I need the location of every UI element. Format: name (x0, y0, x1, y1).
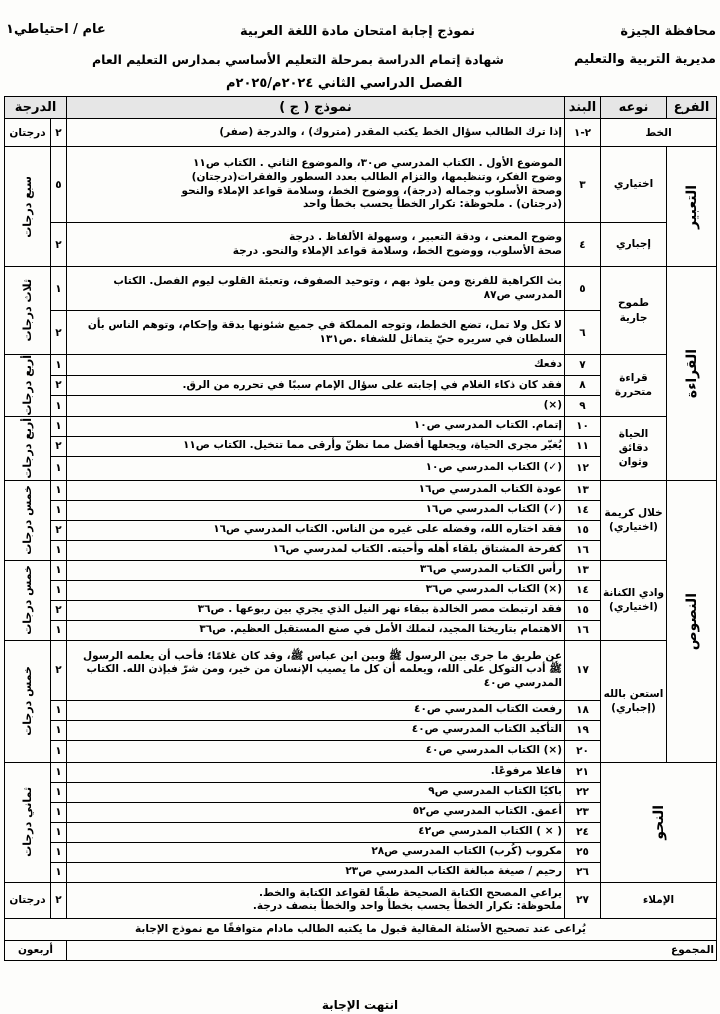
end-note: انتهت الإجابة (321, 998, 399, 1012)
answer-text: لا تكل ولا تمل، تضع الخطط، وتوجه المملكة في جميع شئونها بدقة وإحكام، وتوهم الناس بأن السلطان في سريره حيّ يتماثل للشفاء .ص١٣١ (67, 311, 565, 355)
item-num: ٩ (565, 396, 601, 417)
table-row (5, 882, 717, 918)
answer-text: فقد اختاره الله، وفضله على غيره من الناس. الكتاب المدرسي ص١٦ (67, 520, 565, 540)
table-row (5, 480, 717, 500)
section-total-label: ثماني درجات (21, 787, 34, 858)
item-grade: ١ (51, 802, 67, 822)
branch-label: القراءة (683, 348, 700, 398)
sum-label: المجموع (67, 940, 717, 960)
term-label: الفصل الدراسي الثاني ٢٠٢٤م/٢٠٢٥م (226, 76, 463, 91)
exam-header (0, 0, 720, 96)
branch-taabir (667, 147, 717, 267)
item-grade: ٢ (51, 375, 67, 396)
type-label: اختياري (601, 147, 667, 223)
item-num: ١١ (565, 436, 601, 456)
col-item: البند (565, 97, 601, 119)
grading-note: يُراعى عند تصحيح الأسئلة المقالية قبول ما يكتبه الطالب مادام متوافقًا مع نموذج الإجابة (5, 918, 717, 940)
governorate-label: محافظة الجيزة (620, 24, 716, 39)
answer-text: باكيًا الكتاب المدرسي ص٩ (67, 782, 565, 802)
item-num: ٢٠ (565, 740, 601, 762)
item-num: ١٢ (565, 456, 601, 480)
section-total (5, 762, 51, 882)
answer-text: وضوح المعنى ، ودقة التعبير ، وسهولة الألفاظ . درجة صحة الأسلوب، ووضوح الخط، وسلامة قواعد الإملاء والنحو. درجة (67, 223, 565, 267)
item-grade: ١ (51, 620, 67, 640)
branch-qiraa (667, 267, 717, 481)
item-grade: ١ (51, 540, 67, 560)
table-row (5, 560, 717, 580)
item-num: ٢٥ (565, 842, 601, 862)
section-total-label: أربع درجات (21, 417, 34, 479)
item-grade: ٢ (51, 520, 67, 540)
table-row (5, 267, 717, 311)
item-num: ١٥ (565, 600, 601, 620)
answer-text: إتمام. الكتاب المدرسي ص١٠ (67, 416, 565, 436)
item-num: ٢٧ (565, 882, 601, 918)
table-row (5, 640, 717, 700)
item-grade: ١ (51, 720, 67, 740)
branch-khat: الخط (601, 119, 717, 147)
section-total (5, 355, 51, 417)
answer-text: الموضوع الأول . الكتاب المدرسي ص٣٠، والموضوع الثاني . الكتاب ص١١ وضوح الفكر، وتنظيمها، والتزام الطالب بعدد السطور والفقرات(درجتان) وصحة الأسلوب وجماله (درجة)، ووضوح الخط، وسلامة قواعد الإملاء والنحو (درجتان) . ملحوظة: تكرار الخطأ يحسب بخطأ واحد (67, 147, 565, 223)
item-num: ١٤ (565, 580, 601, 600)
item-num: ١٧ (565, 640, 601, 700)
type-label: وادي الكنانة (اختياري) (601, 560, 667, 640)
answer-text: (✓) الكتاب المدرسي ص١٦ (67, 500, 565, 520)
item-grade: ١ (51, 416, 67, 436)
answer-text: رأس الكتاب المدرسي ص٣٦ (67, 560, 565, 580)
item-grade: ٢ (51, 119, 67, 147)
item-num: ٢٣ (565, 802, 601, 822)
item-grade: ٢ (51, 223, 67, 267)
sum-row (5, 940, 717, 960)
answer-text: كفرحة المشتاق بلقاء أهله وأحبته. الكتاب لمدرسي ص١٦ (67, 540, 565, 560)
col-grade: الدرجة (5, 97, 67, 119)
col-type: نوعه (601, 97, 667, 119)
type-label: الحياة دقائق وثوان (601, 416, 667, 480)
item-num: ١٥ (565, 520, 601, 540)
item-num: ٣ (565, 147, 601, 223)
branch-imlaa: الإملاء (601, 882, 717, 918)
item-grade: ١ (51, 267, 67, 311)
item-num: ٥ (565, 267, 601, 311)
sum-value: أربعون (5, 940, 67, 960)
item-num: ١٦ (565, 620, 601, 640)
certificate-label: شهادة إتمام الدراسة بمرحلة التعليم الأساسي بمدارس التعليم العام (92, 52, 504, 67)
answer-text: (×) (67, 396, 565, 417)
item-num: ٢-١ (565, 119, 601, 147)
answer-text: فقد كان ذكاء الغلام في إجابته على سؤال الإمام سببًا في تحرره من الرق. (67, 375, 565, 396)
section-total-label: خمس درجات (21, 565, 34, 636)
item-num: ٢٢ (565, 782, 601, 802)
answer-text: إذا ترك الطالب سؤال الخط يكتب المقدر (متروك) ، والدرجة (صفر) (67, 119, 565, 147)
answer-text: يُغيّر مجرى الحياة، ويجعلها أفضل مما نظنّ وأرقى مما تتخيل. الكتاب ص١١ (67, 436, 565, 456)
table-row (5, 762, 717, 782)
answer-text: التأكيد الكتاب المدرسي ص٤٠ (67, 720, 565, 740)
section-total-label: خمس درجات (21, 485, 34, 556)
item-grade: ١ (51, 480, 67, 500)
item-grade: ١ (51, 822, 67, 842)
item-grade: ١ (51, 700, 67, 720)
item-num: ١٣ (565, 480, 601, 500)
type-label: استعن بالله (إجباري) (601, 640, 667, 762)
answer-text: عودة الكتاب المدرسي ص١٦ (67, 480, 565, 500)
item-grade: ١ (51, 396, 67, 417)
answer-text: دفعك (67, 355, 565, 376)
section-total-label: أربع درجات (21, 355, 34, 416)
section-total (5, 267, 51, 355)
table-row (5, 119, 717, 147)
type-label: طموح جارية (601, 267, 667, 355)
type-label: خلال كريمة (اختياري) (601, 480, 667, 560)
col-model: نموذج ( ج ) (67, 97, 565, 119)
item-grade: ٢ (51, 882, 67, 918)
item-num: ١٠ (565, 416, 601, 436)
item-grade: ٢ (51, 436, 67, 456)
item-grade: ٥ (51, 147, 67, 223)
answer-text: الاهتمام بتاريخنا المجيد، لنملك الأمل في صنع المستقبل العظيم. ص٣٦ (67, 620, 565, 640)
item-num: ٢٦ (565, 862, 601, 882)
branch-label: النحو (650, 804, 667, 840)
item-grade: ١ (51, 355, 67, 376)
answer-table (4, 96, 717, 961)
directorate-label: مديرية التربية والتعليم (573, 52, 716, 67)
answer-text: رفعت الكتاب المدرسي ص٤٠ (67, 700, 565, 720)
section-total: درجتان (5, 119, 51, 147)
table-row (5, 355, 717, 376)
item-num: ١٨ (565, 700, 601, 720)
item-grade: ١ (51, 456, 67, 480)
grading-note-row (5, 918, 717, 940)
item-num: ٨ (565, 375, 601, 396)
track-label: عام / احتياطي١ (6, 22, 106, 37)
answer-text: بث الكراهية للفرنج ومن يلوذ بهم ، وتوحيد الصفوف، وتعبئة القلوب ليوم الفصل. الكتاب المدرسي ص٨٧ (67, 267, 565, 311)
item-grade: ٢ (51, 600, 67, 620)
answer-text: (×) الكتاب المدرسي ص٣٦ (67, 580, 565, 600)
section-total (5, 147, 51, 267)
item-num: ١٣ (565, 560, 601, 580)
col-branch: الفرع (667, 97, 717, 119)
item-num: ٢١ (565, 762, 601, 782)
answer-text: (×) الكتاب المدرسي ص٤٠ (67, 740, 565, 762)
exam-title: نموذج إجابة امتحان مادة اللغة العربية (240, 24, 476, 39)
section-total (5, 416, 51, 480)
item-num: ١٦ (565, 540, 601, 560)
section-total (5, 560, 51, 640)
item-grade: ٢ (51, 311, 67, 355)
answer-text: رحيم / صيغة مبالغة الكتاب المدرسي ص٢٣ (67, 862, 565, 882)
answer-text: عن طريق ما جرى بين الرسول ﷺ وبين ابن عباس ﷺ، وقد كان غلامًا؛ فأحب أن يعلمه الرسول ﷺ أدب التوكل على الله، ويعلمه أن كل ما يصيب الإنسان من خير، ومن شرّ فبإذن الله. الكتاب المدرسي ص٤٠ (67, 640, 565, 700)
section-total-label: سبع درجات (21, 175, 34, 238)
branch-nahw (601, 762, 717, 882)
item-grade: ١ (51, 560, 67, 580)
item-grade: ١ (51, 782, 67, 802)
type-label: قراءة متحررة (601, 355, 667, 417)
item-grade: ١ (51, 842, 67, 862)
answer-text: ( × ) الكتاب المدرسي ص٤٢ (67, 822, 565, 842)
answer-text: أعمق. الكتاب المدرسي ص٥٢ (67, 802, 565, 822)
item-grade: ١ (51, 762, 67, 782)
item-grade: ١ (51, 862, 67, 882)
section-total (5, 480, 51, 560)
branch-label: التعبير (683, 184, 700, 229)
item-grade: ١ (51, 580, 67, 600)
table-row (5, 416, 717, 436)
item-num: ٦ (565, 311, 601, 355)
type-label: إجباري (601, 223, 667, 267)
item-grade: ٢ (51, 640, 67, 700)
branch-label: النصوص (683, 592, 700, 650)
table-header-row (5, 97, 717, 119)
branch-nusus (667, 480, 717, 762)
section-total-label: ثلاث درجات (21, 279, 34, 342)
answer-text: يراعي المصحح الكتابة الصحيحة طبقًا لقواعد الكتابة والخط. ملحوظة: تكرار الخطأ يحسب بخطأ واحد والخطأ بنصف درجة. (67, 882, 565, 918)
item-num: ٧ (565, 355, 601, 376)
table-row (5, 147, 717, 223)
answer-text: مكروب (كُرب) الكتاب المدرسي ص٢٨ (67, 842, 565, 862)
section-total: درجتان (5, 882, 51, 918)
item-num: ١٩ (565, 720, 601, 740)
answer-text: فاعلا مرفوعًا. (67, 762, 565, 782)
answer-text: (✓) الكتاب المدرسي ص١٠ (67, 456, 565, 480)
item-grade: ١ (51, 740, 67, 762)
item-num: ٢٤ (565, 822, 601, 842)
item-num: ١٤ (565, 500, 601, 520)
item-num: ٤ (565, 223, 601, 267)
section-total-label: خمس درجات (21, 666, 34, 737)
section-total (5, 640, 51, 762)
table-row (5, 223, 717, 267)
item-grade: ١ (51, 500, 67, 520)
answer-text: فقد ارتبطت مصر الخالدة ببقاء نهر النيل الذي يجري بين ربوعها . ص٣٦ (67, 600, 565, 620)
